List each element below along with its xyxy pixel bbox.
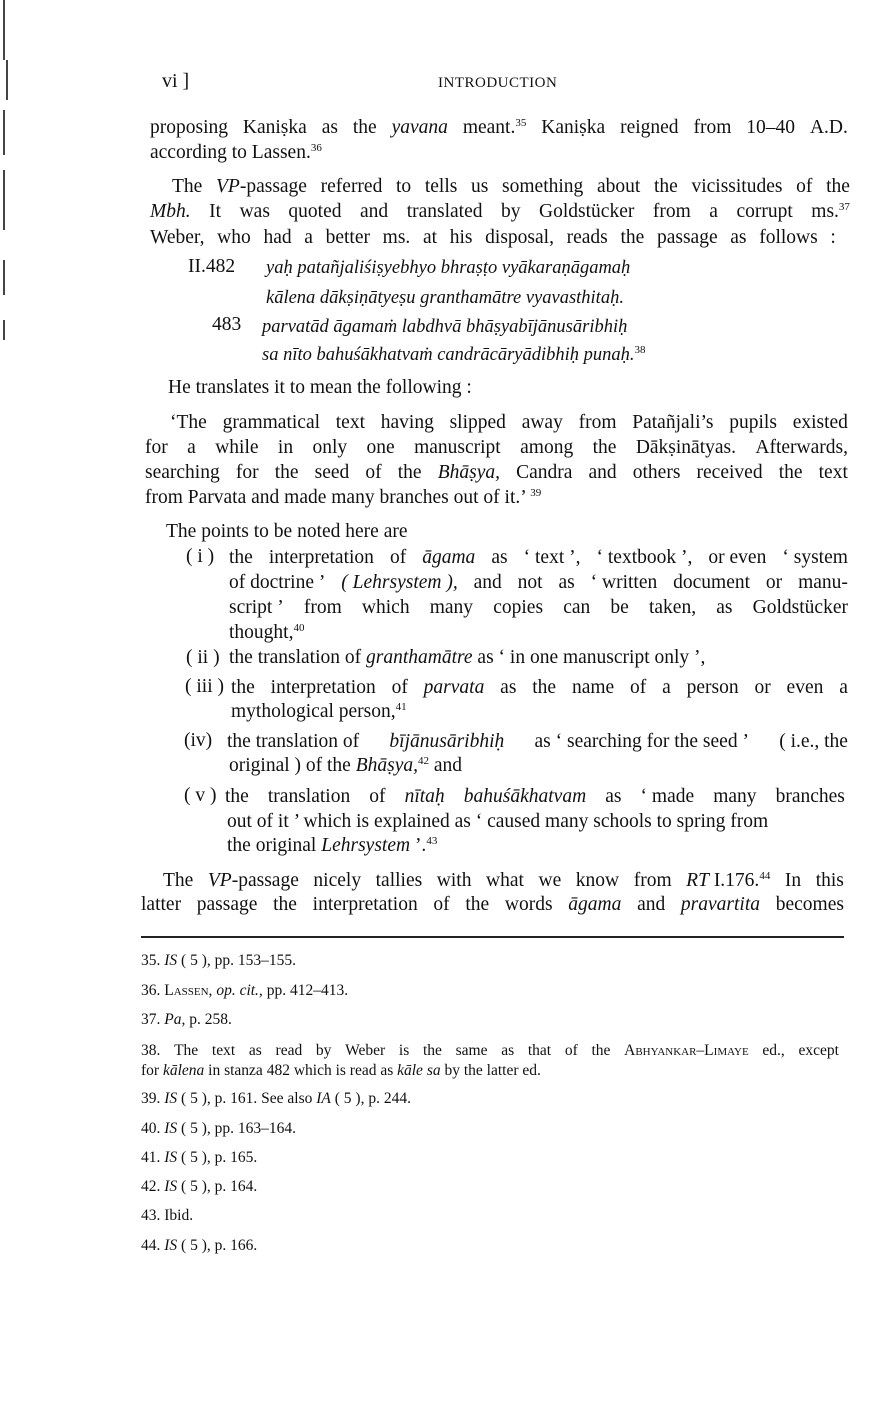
para2-line3: Weber, who had a better ms. at his disposal, reads the passage as follows :: [150, 227, 836, 248]
point-iii-line1: the interpretation of parvata as the name of a person or even a: [231, 677, 848, 698]
scan-margin-mark: [6, 60, 8, 100]
quote-line3: searching for the seed of the Bhāṣya, Candra and others received the text: [145, 462, 848, 483]
point-i-line4: thought,$^{40}$: [229, 622, 305, 643]
page-number: vi ]: [162, 70, 190, 92]
footnote-35: 35. IS ( 5 ), pp. 153–155.: [141, 952, 296, 969]
para-last-line1: The VP-passage nicely tallies with what we know from RT I.176.44 In this: [163, 870, 844, 891]
verse-line: kālena dākṣiṇātyeṣu granthamātre vyavasthitaḥ.: [266, 288, 624, 308]
para1-line1: proposing Kaniṣka as the yavana meant.$^{35}$ Kaniṣka reigned from 10–40 A.D.: [150, 117, 848, 138]
footnote-44: 44. IS ( 5 ), p. 166.: [141, 1237, 258, 1254]
footnote-ref: 44: [759, 870, 771, 882]
footnote-ref: 39: [530, 487, 542, 499]
point-label: ( ii ): [186, 647, 220, 668]
footnote-40: 40. IS ( 5 ), pp. 163–164.: [141, 1120, 296, 1137]
scan-margin-mark: [3, 320, 5, 340]
footnote-ref: 35: [515, 117, 527, 129]
scan-margin-mark: [3, 110, 5, 155]
footnote-ref: 41: [395, 701, 407, 713]
point-label: (iv): [184, 730, 213, 751]
verse-line: sa nīto bahuśākhatvaṁ candrācāryādibhiḥ punaḥ.$^{38}$: [262, 344, 646, 365]
point-i-line2: of doctrine ’ ( Lehrsystem ), and not as ‘ written document or manu-: [229, 572, 848, 593]
quote-line1: ‘The grammatical text having slipped away from Patañjali’s pupils existed: [170, 412, 848, 433]
footnote-38-line1: 38. The text as read by Weber is the same as that of the Abhyankar–Limaye ed., except: [141, 1042, 839, 1059]
footnote-ref: 40: [293, 622, 305, 634]
quote-line2: for a while in only one manuscript among the Dākṣinātyas. Afterwards,: [145, 437, 848, 458]
footnote-ref: 42: [418, 755, 429, 767]
footnote-42: 42. IS ( 5 ), p. 164.: [141, 1178, 258, 1195]
points-intro: The points to be noted here are: [166, 521, 408, 542]
running-title: INTRODUCTION: [438, 75, 558, 91]
point-label: ( v ): [184, 785, 217, 806]
scan-margin-mark: [3, 0, 5, 60]
para2-line1: The VP-passage referred to tells us something about the vicissitudes of the: [172, 176, 850, 197]
footnote-36: 36. Lassen, op. cit., pp. 412–413.: [141, 982, 349, 999]
point-v-line2: out of it ’ which is explained as ‘ caused many schools to spring from: [227, 811, 769, 832]
footnote-39: 39. IS ( 5 ), p. 161. See also IA ( 5 ), p. 244.: [141, 1090, 411, 1107]
verse-number: II.482: [188, 256, 236, 277]
point-i-line3: script ’ from which many copies can be taken, as Goldstücker: [229, 597, 848, 618]
translates-line: He translates it to mean the following :: [168, 377, 472, 398]
footnote-43: 43. Ibid.: [141, 1207, 194, 1224]
footnote-41: 41. IS ( 5 ), p. 165.: [141, 1149, 258, 1166]
footnote-divider: [141, 936, 844, 938]
point-iii-line2: mythological person,$^{41}$: [231, 701, 407, 722]
verse-number: 483: [212, 314, 242, 335]
para-last-line2: latter passage the interpretation of the words āgama and pravartita becomes: [141, 894, 844, 915]
para1-line2: according to Lassen.$^{36}$: [150, 142, 322, 163]
scan-margin-mark: [3, 170, 5, 230]
footnote-37: 37. Pa, p. 258.: [141, 1011, 232, 1028]
footnote-ref: 36: [310, 142, 322, 154]
footnote-ref: 43: [426, 835, 438, 847]
verse-line: parvatād āgamaṁ labdhvā bhāṣyabījānusāribhiḥ: [262, 317, 628, 337]
point-ii-line1: the translation of granthamātre as ‘ in one manuscript only ’,: [229, 647, 706, 668]
point-v-line3: the original Lehrsystem ’.$^{43}$: [227, 835, 438, 856]
para2-line2: Mbh. It was quoted and translated by Goldstücker from a corrupt ms.$^{37}$: [150, 201, 850, 222]
point-label: ( i ): [186, 546, 215, 567]
footnote-38-line2: for kālena in stanza 482 which is read as kāle sa by the latter ed.: [141, 1062, 541, 1079]
point-iv-line2: original ) of the Bhāṣya,$^{42}$ and: [229, 755, 463, 776]
quote-line4: from Parvata and made many branches out of it.’ $^{39}$: [145, 487, 542, 508]
point-v-line1: the translation of nītaḥ bahuśākhatvam as ‘ made many branches: [225, 786, 845, 807]
verse-line: yaḥ patañjaliśiṣyebhyo bhraṣṭo vyākaraṇāgamaḥ: [266, 258, 631, 278]
point-iv-line1: the translation of bījānusāribhiḥ as ‘ searching for the seed ’ ( i.e., the: [227, 731, 848, 752]
point-i-line1: the interpretation of āgama as ‘ text ’, ‘ textbook ’, or even ‘ system: [229, 547, 848, 568]
point-label: ( iii ): [185, 676, 224, 697]
footnote-ref: 38: [634, 344, 646, 356]
scan-margin-mark: [3, 260, 5, 295]
footnote-ref: 37: [838, 201, 850, 213]
